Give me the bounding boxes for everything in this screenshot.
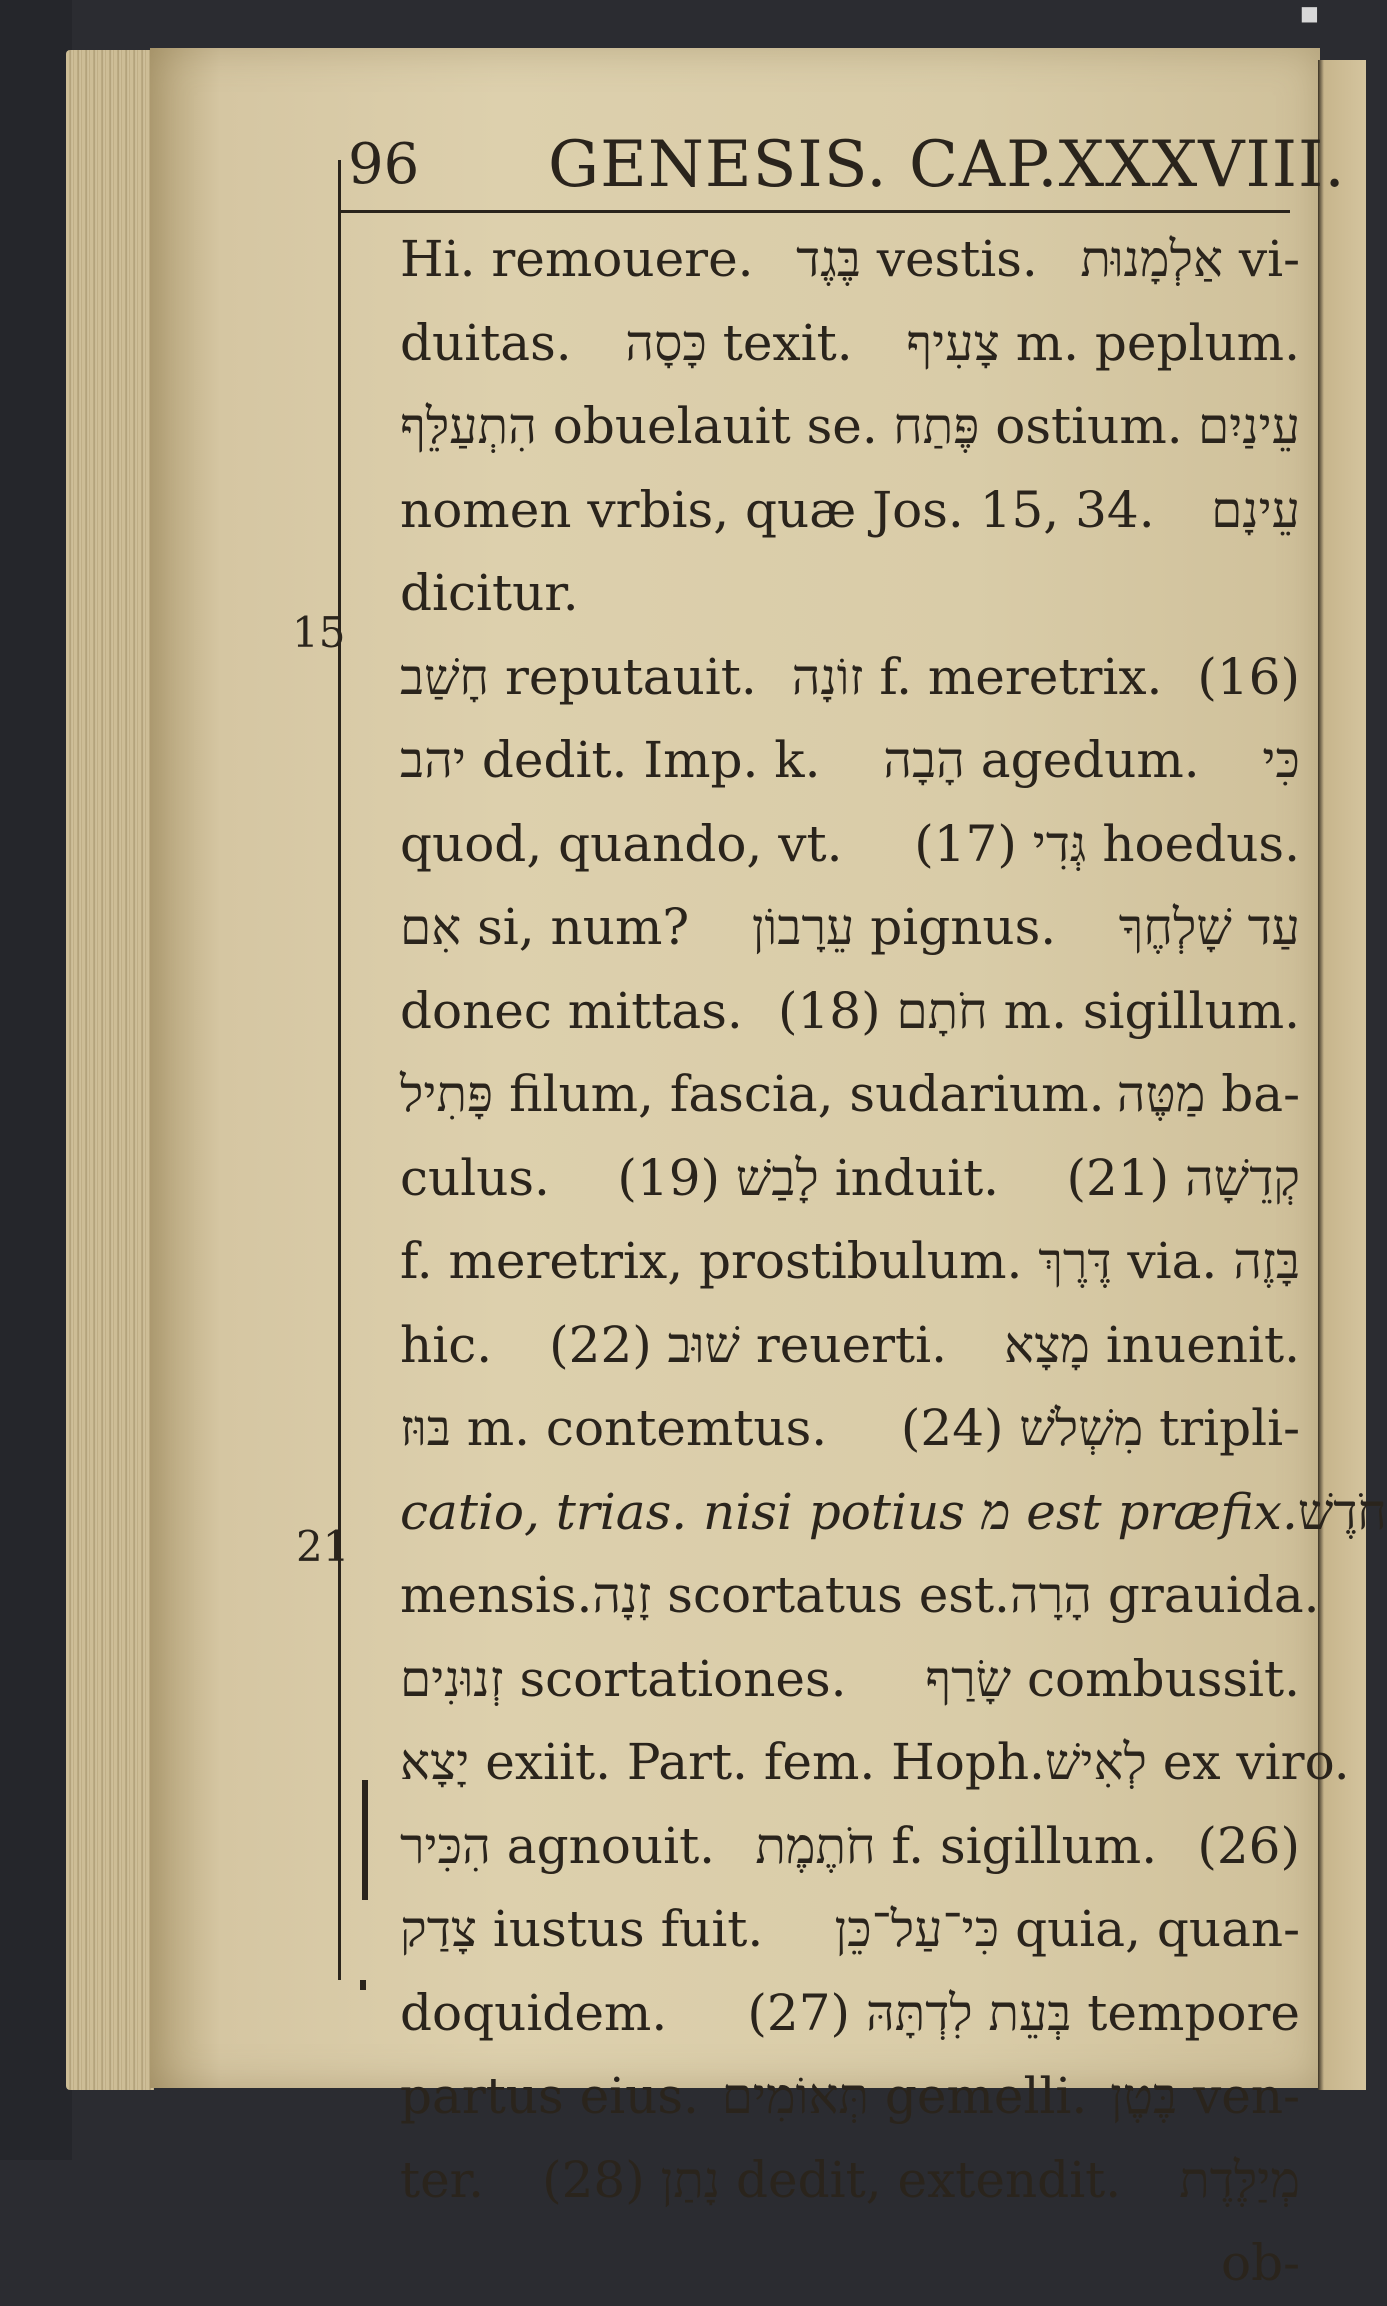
text-line bbox=[400, 385, 1300, 469]
text-line bbox=[400, 1304, 1300, 1388]
text-line bbox=[400, 1972, 1300, 2056]
text-segment: (28) נָתַן dedit, extendit. bbox=[542, 2150, 1122, 2209]
text-segment: doquidem. bbox=[400, 1983, 668, 2042]
text-segment: בֶּטֶן ven- bbox=[1110, 2067, 1300, 2125]
text-segment: (24) מִשְׁלֹשׁ tripli- bbox=[900, 1399, 1300, 1457]
text-segment: duitas. bbox=[400, 313, 572, 372]
text-segment: זָנָה scortatus est. bbox=[592, 1566, 1010, 1624]
text-segment: אִם si, num? bbox=[400, 898, 690, 956]
text-segment: עֵרָבוֹן pignus. bbox=[751, 898, 1057, 956]
text-segment: (16) bbox=[1197, 647, 1300, 706]
text-segment: catio, trias. nisi potius מ est præfix. bbox=[400, 1482, 1298, 1541]
background-dark bbox=[0, 0, 72, 2160]
text-line bbox=[400, 2055, 1300, 2139]
text-segment: מַטֶּה ba- bbox=[1116, 1065, 1300, 1123]
text-segment: צָעִיף m. peplum. bbox=[906, 313, 1300, 372]
text-segment: כִּי־עַל־כֵּן quia, quan- bbox=[834, 1900, 1300, 1958]
corner-marker-icon: ■ bbox=[1300, 1, 1319, 25]
text-line bbox=[400, 1220, 1300, 1304]
text-segment: חָשַׁב reputauit. bbox=[400, 647, 757, 706]
text-segment: f. meretrix, prostibulum. bbox=[400, 1232, 1023, 1290]
text-line bbox=[400, 719, 1300, 803]
text-segment: הָרָה grauida. bbox=[1009, 1566, 1320, 1624]
text-line bbox=[400, 1888, 1300, 1972]
text-segment: donec mittas. bbox=[400, 981, 743, 1040]
text-segment: אַלְמָנוּת vi- bbox=[1080, 230, 1300, 288]
text-segment: תְּאוֹמִים gemelli. bbox=[721, 2067, 1088, 2125]
text-segment: יהב dedit. Imp. k. bbox=[400, 731, 821, 789]
text-segment: עֵינַיִם bbox=[1198, 397, 1300, 455]
text-segment: זוֹנָה f. meretrix. bbox=[791, 647, 1163, 706]
text-line bbox=[400, 1721, 1350, 1805]
text-line bbox=[400, 1387, 1300, 1471]
running-head: GENESIS. CAP.XXXVIII. bbox=[548, 128, 1346, 202]
page-edges bbox=[66, 50, 154, 2090]
text-segment: (17) גְּדִי hoedus. bbox=[914, 814, 1300, 873]
text-segment: dicitur. bbox=[400, 564, 579, 622]
text-segment: דֶּרֶךְ via. bbox=[1038, 1232, 1218, 1290]
text-segment: (21) קְדֵשָׁה bbox=[1066, 1148, 1300, 1207]
margin-mark bbox=[362, 1780, 368, 1900]
catchword-line bbox=[400, 2222, 1300, 2306]
text-line bbox=[400, 1554, 1320, 1638]
text-line bbox=[400, 636, 1300, 720]
text-line bbox=[400, 302, 1300, 386]
text-line bbox=[400, 1053, 1300, 1137]
text-segment: (27) בְּעֵת לִדְתָּהּ tempore bbox=[747, 1983, 1300, 2042]
text-segment: הִתְעַלֵּף obuelauit se. bbox=[400, 397, 878, 455]
text-segment: חֹתֶמֶת f. sigillum. bbox=[755, 1816, 1158, 1875]
text-segment: עֵינָם bbox=[1211, 480, 1300, 539]
text-segment: צָדַק iustus fuit. bbox=[400, 1900, 764, 1958]
text-line bbox=[400, 1471, 1387, 1555]
verse-marker-15: 15 bbox=[292, 608, 346, 657]
text-segment: לְאִישׁ ex viro. bbox=[1044, 1733, 1350, 1791]
page-number: 96 bbox=[348, 132, 420, 197]
text-segment: מְיַלֶּדֶת bbox=[1179, 2150, 1300, 2209]
text-line bbox=[400, 803, 1300, 887]
text-segment: בָּזֶה bbox=[1233, 1232, 1300, 1290]
catchword: ob- bbox=[1220, 2234, 1300, 2292]
text-segment: Hi. remouere. bbox=[400, 230, 754, 288]
text-segment: חֹדֶשׁ bbox=[1297, 1482, 1387, 1541]
text-segment: mensis. bbox=[400, 1566, 593, 1624]
text-segment: בֶּגֶד vestis. bbox=[796, 230, 1038, 288]
text-segment: הָבָה agedum. bbox=[883, 731, 1200, 789]
text-segment: hic. bbox=[400, 1315, 493, 1374]
text-segment: שָׂרַף combussit. bbox=[925, 1649, 1300, 1708]
margin-rule bbox=[338, 160, 341, 1980]
text-segment: בּוּז m. contemtus. bbox=[400, 1399, 828, 1457]
text-segment: culus. bbox=[400, 1148, 550, 1207]
header-rule bbox=[340, 210, 1290, 213]
text-segment: כָּסָה texit. bbox=[625, 313, 853, 372]
text-segment: partus eius. bbox=[400, 2067, 699, 2125]
text-segment: ter. bbox=[400, 2150, 484, 2209]
text-segment: זְנוּנִים scortationes. bbox=[400, 1649, 847, 1708]
text-line bbox=[400, 2139, 1300, 2223]
text-line bbox=[400, 1137, 1300, 1221]
text-block bbox=[400, 218, 1387, 2306]
verse-marker-21: 21 bbox=[296, 1522, 350, 1571]
text-segment: פֶּתַח ostium. bbox=[893, 397, 1183, 455]
text-segment: הִכִּיר agnouit. bbox=[400, 1816, 716, 1875]
margin-mark-end bbox=[360, 1980, 366, 1990]
text-segment: פָּתִיל filum, fascia, sudarium. bbox=[400, 1065, 1105, 1123]
text-line bbox=[400, 1638, 1300, 1722]
text-line bbox=[400, 469, 1300, 553]
text-line bbox=[400, 970, 1300, 1054]
text-segment: nomen vrbis, quæ Jos. 15, 34. bbox=[400, 480, 1155, 539]
text-segment: quod, quando, vt. bbox=[400, 814, 843, 873]
text-segment: עַד שָׁלְחֶךָ bbox=[1118, 898, 1300, 956]
text-line bbox=[400, 218, 1300, 302]
text-line bbox=[400, 886, 1300, 970]
text-segment: מָצָא inuenit. bbox=[1004, 1315, 1300, 1374]
text-line bbox=[400, 1805, 1300, 1889]
text-line bbox=[400, 552, 1300, 636]
text-segment: (19) לָבַשׁ induit. bbox=[617, 1148, 1000, 1207]
text-segment: (22) שׁוּב reuerti. bbox=[549, 1315, 948, 1374]
text-segment: יָצָא exiit. Part. fem. Hoph. bbox=[400, 1733, 1045, 1791]
text-segment: (26) bbox=[1197, 1816, 1300, 1875]
text-segment: כִּי bbox=[1262, 731, 1300, 789]
text-segment: (18) חֹתָם m. sigillum. bbox=[777, 981, 1300, 1040]
